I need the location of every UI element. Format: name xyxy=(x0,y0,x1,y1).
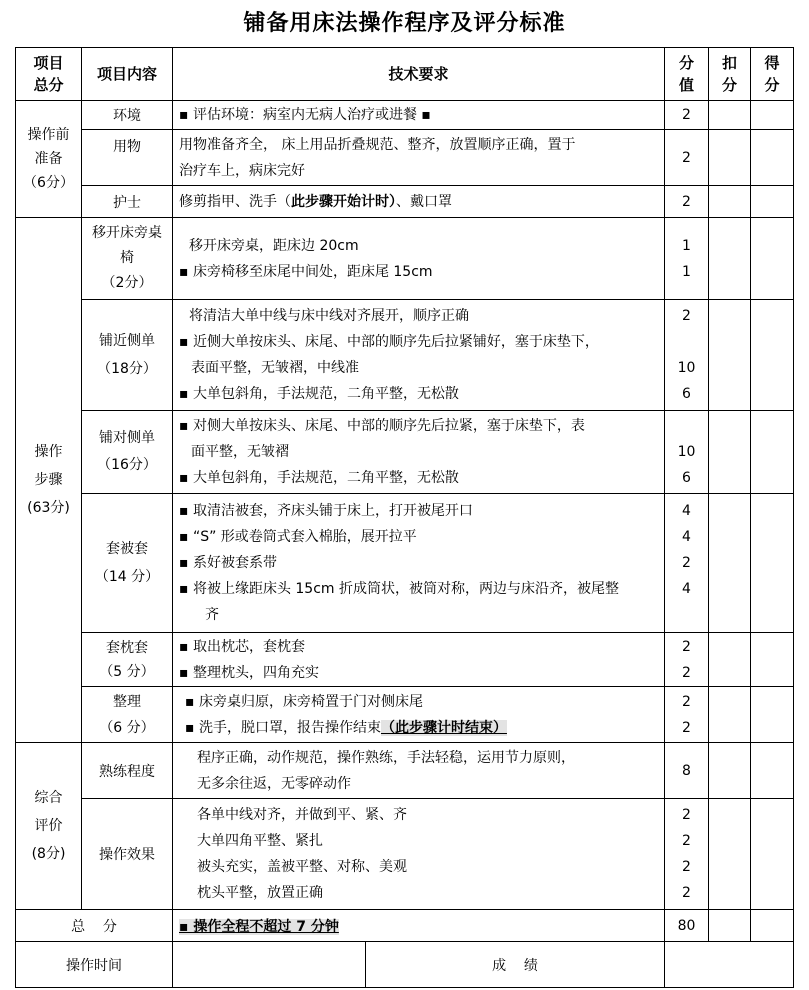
scoring-table xyxy=(15,47,794,988)
section-prep-label: 操作前准备 （6分） xyxy=(16,101,82,218)
deduct-cell[interactable] xyxy=(709,743,751,799)
table-row xyxy=(16,300,794,411)
item-score: 2 10 6 xyxy=(665,300,709,411)
item-requirement: ▪ 床旁桌归原，床旁椅置于门对侧床尾 ▪ 洗手，脱口罩，报告操作结束（此步骤计时结束） xyxy=(173,687,665,743)
deduct-cell[interactable] xyxy=(709,799,751,910)
got-cell[interactable] xyxy=(751,218,794,300)
item-score: 2 2 xyxy=(665,687,709,743)
header-tech-req: 技术要求 xyxy=(173,48,665,101)
got-cell[interactable] xyxy=(751,130,794,186)
item-requirement: 移开床旁桌，距床边 20cm ▪ 床旁椅移至床尾中间处，距床尾 15cm xyxy=(173,218,665,300)
item-score: 2 2 2 2 xyxy=(665,799,709,910)
header-deduct: 扣分 xyxy=(709,48,751,101)
item-requirement: 程序正确，动作规范，操作熟练，手法轻稳，运用节力原则， 无多余往返，无零碎动作 xyxy=(173,743,665,799)
item-name: 铺近侧单 （18分） xyxy=(82,300,173,411)
table-row xyxy=(16,130,794,186)
got-cell[interactable] xyxy=(751,910,794,942)
got-cell[interactable] xyxy=(751,300,794,411)
total-label: 总 分 xyxy=(16,910,173,942)
item-score: 2 xyxy=(665,130,709,186)
section-steps-label: 操作步骤 (63分) xyxy=(16,218,82,743)
deduct-cell[interactable] xyxy=(709,101,751,130)
item-score: 4 4 2 4 xyxy=(665,494,709,633)
item-name: 环境 xyxy=(82,101,173,130)
deduct-cell[interactable] xyxy=(709,687,751,743)
got-cell[interactable] xyxy=(751,494,794,633)
item-score: 1 1 xyxy=(665,218,709,300)
table-row xyxy=(16,633,794,687)
item-requirement: 用物准备齐全， 床上用品折叠规范、整齐，放置顺序正确，置于 治疗车上，病床完好 xyxy=(173,130,665,186)
header-project-total: 项目总分 xyxy=(16,48,82,101)
footer-row xyxy=(16,942,794,988)
item-name: 护士 xyxy=(82,186,173,218)
item-requirement: 各单中线对齐，并做到平、紧、齐 大单四角平整、紧扎 被头充实，盖被平整、对称、美观 枕头平整，放置正确 xyxy=(173,799,665,910)
grade-value[interactable] xyxy=(665,942,794,988)
got-cell[interactable] xyxy=(751,799,794,910)
table-row xyxy=(16,411,794,494)
table-row xyxy=(16,799,794,910)
item-name: 整理 （6 分） xyxy=(82,687,173,743)
table-row xyxy=(16,218,794,300)
deduct-cell[interactable] xyxy=(709,300,751,411)
got-cell[interactable] xyxy=(751,633,794,687)
item-name: 熟练程度 xyxy=(82,743,173,799)
operation-time-value[interactable] xyxy=(173,942,366,987)
item-name: 移开床旁桌椅 （2分） xyxy=(82,218,173,300)
item-requirement: ▪ 取出枕芯，套枕套 ▪ 整理枕头，四角充实 xyxy=(173,633,665,687)
got-cell[interactable] xyxy=(751,411,794,494)
item-name: 套枕套 （5 分） xyxy=(82,633,173,687)
total-row xyxy=(16,910,794,942)
page-title: 铺备用床法操作程序及评分标准 xyxy=(243,10,566,36)
deduct-cell[interactable] xyxy=(709,411,751,494)
table-row xyxy=(16,101,794,130)
got-cell[interactable] xyxy=(751,101,794,130)
footer-middle xyxy=(173,942,665,988)
header-score-value: 分值 xyxy=(665,48,709,101)
operation-time-label: 操作时间 xyxy=(16,942,173,988)
got-cell[interactable] xyxy=(751,743,794,799)
total-score: 80 xyxy=(665,910,709,942)
item-score: 10 6 xyxy=(665,411,709,494)
deduct-cell[interactable] xyxy=(709,633,751,687)
item-requirement: 将清洁大单中线与床中线对齐展开，顺序正确 ▪ 近侧大单按床头、床尾、中部的顺序先后拉紧铺好，塞于床垫下， 表面平整，无皱褶，中线准 ▪ 大单包斜角，手法规范，二角平整，无松散 xyxy=(173,300,665,411)
item-name: 铺对侧单 （16分） xyxy=(82,411,173,494)
item-requirement: ▪ 对侧大单按床头、床尾、中部的顺序先后拉紧，塞于床垫下，表 面平整，无皱褶 ▪ 大单包斜角，手法规范，二角平整，无松散 xyxy=(173,411,665,494)
item-requirement: ▪ 评估环境：病室内无病人治疗或进餐 ▪ xyxy=(173,101,665,130)
item-score: 2 xyxy=(665,186,709,218)
item-name: 套被套 （14 分） xyxy=(82,494,173,633)
item-requirement: 修剪指甲、洗手（此步骤开始计时）、戴口罩 xyxy=(173,186,665,218)
deduct-cell[interactable] xyxy=(709,186,751,218)
got-cell[interactable] xyxy=(751,186,794,218)
header-got: 得分 xyxy=(751,48,794,101)
item-name: 操作效果 xyxy=(82,799,173,910)
header-project-content: 项目内容 xyxy=(82,48,173,101)
total-note: ▪ 操作全程不超过 7 分钟 xyxy=(173,910,665,942)
deduct-cell[interactable] xyxy=(709,494,751,633)
table-row xyxy=(16,186,794,218)
got-cell[interactable] xyxy=(751,687,794,743)
item-requirement: ▪ 取清洁被套，齐床头铺于床上，打开被尾开口 ▪ “S” 形或卷筒式套入棉胎，展开拉平 ▪ 系好被套系带 ▪ 将被上缘距床头 15cm 折成筒状，被筒对称，两边与床沿齐，被尾整 齐 xyxy=(173,494,665,633)
deduct-cell[interactable] xyxy=(709,130,751,186)
item-score: 2 xyxy=(665,101,709,130)
item-name: 用物 xyxy=(82,130,173,186)
table-row xyxy=(16,494,794,633)
table-row xyxy=(16,743,794,799)
item-score: 2 2 xyxy=(665,633,709,687)
deduct-cell[interactable] xyxy=(709,910,751,942)
grade-label: 成 绩 xyxy=(492,957,538,974)
item-score: 8 xyxy=(665,743,709,799)
table-row xyxy=(16,687,794,743)
deduct-cell[interactable] xyxy=(709,218,751,300)
table-header-row xyxy=(16,48,794,101)
section-eval-label: 综合评价 (8分) xyxy=(16,743,82,910)
